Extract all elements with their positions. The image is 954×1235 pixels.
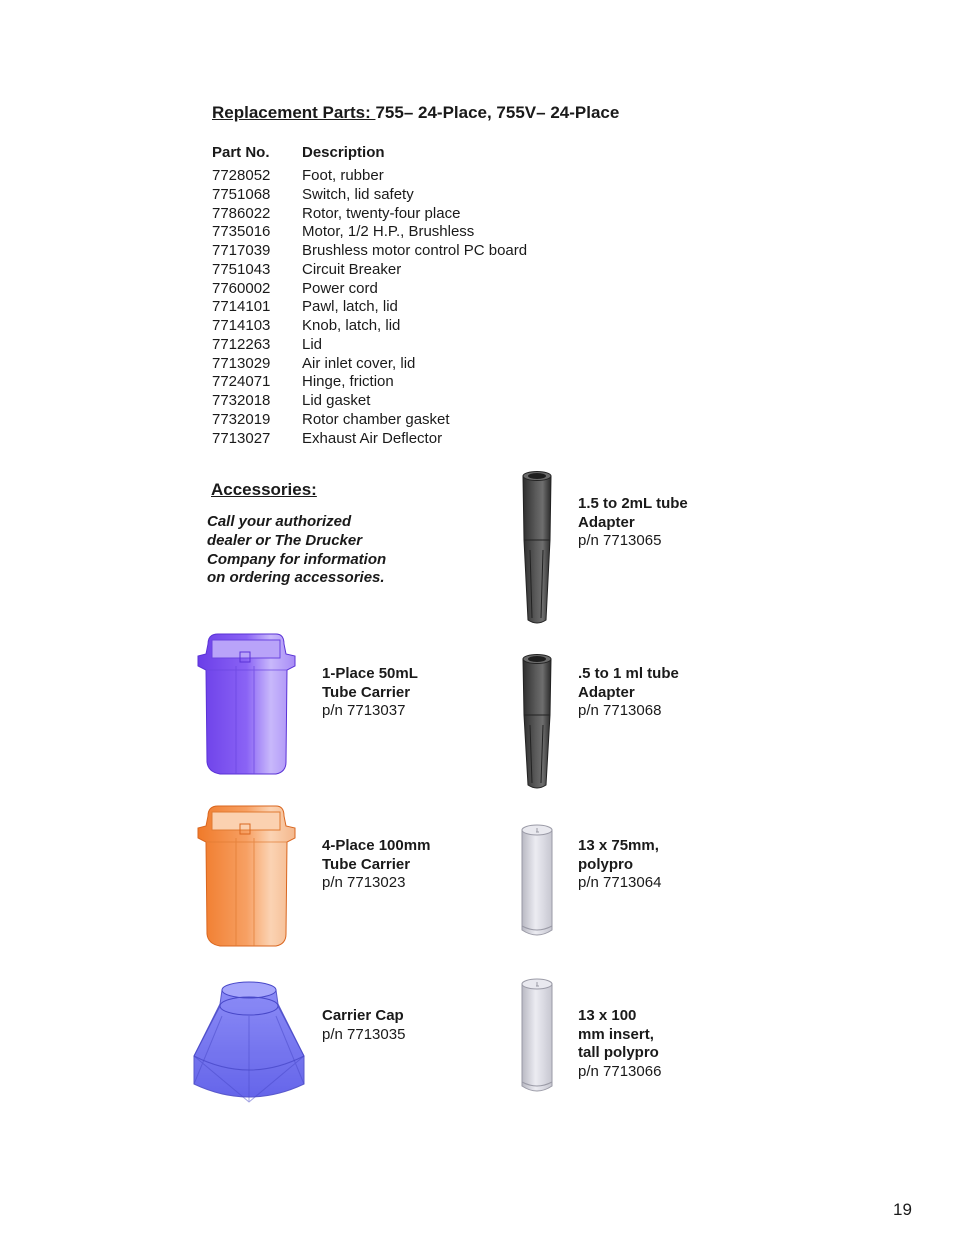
description-header: Description — [302, 144, 385, 161]
part-no: 7786022 — [212, 204, 271, 222]
part-description: Switch, lid safety — [302, 185, 414, 203]
part-description: Lid gasket — [302, 392, 371, 409]
caption-line: tall polypro — [578, 1044, 659, 1062]
part-number: p/n 7713068 — [578, 702, 662, 720]
page-number: 19 — [893, 1200, 912, 1219]
part-description: Lid — [302, 335, 323, 353]
part-description: Rotor, twenty-four place — [302, 204, 461, 222]
part-no: 7732018 — [212, 392, 271, 409]
accessory-caption — [322, 1007, 405, 1044]
accessory-caption — [578, 495, 688, 551]
accessory-caption — [322, 665, 418, 721]
tube-carrier-icon — [196, 630, 296, 776]
part-no: 7751043 — [212, 260, 271, 278]
note-line: Company for information — [207, 550, 387, 568]
part-description: Circuit Breaker — [302, 260, 402, 278]
part-description: Motor, 1/2 H.P., Brushless — [302, 223, 475, 241]
part-number: p/n 7713037 — [322, 702, 406, 720]
part-no: 7717039 — [212, 242, 271, 259]
part-no: 7724071 — [212, 373, 271, 391]
part-no-header: Part No. — [212, 144, 270, 161]
part-number: p/n 7713064 — [578, 874, 662, 892]
part-description: Power cord — [302, 279, 378, 297]
note-line: on ordering accessories. — [207, 569, 385, 587]
caption-line: 1.5 to 2mL tube — [578, 495, 688, 512]
part-description: Knob, latch, lid — [302, 317, 401, 334]
caption-line: Adapter — [578, 683, 635, 701]
accessory-caption — [578, 837, 661, 893]
part-no: 7751068 — [212, 185, 271, 203]
part-description: Exhaust Air Deflector — [302, 429, 443, 447]
page-title: Replacement Parts: 755– 24-Place, 755V– 24-Place — [212, 103, 620, 122]
accessory-caption — [578, 1007, 661, 1081]
part-no: 7735016 — [212, 223, 271, 241]
carrier-cap-icon — [192, 976, 306, 1106]
part-number: p/n 7713065 — [578, 532, 662, 550]
caption-line: 1-Place 50mL — [322, 665, 418, 682]
part-description: Pawl, latch, lid — [302, 298, 398, 316]
caption-line: 13 x 75mm, — [578, 837, 659, 854]
caption-line: Adapter — [578, 513, 635, 531]
note-line: Call your authorized — [207, 513, 352, 530]
part-no: 7713027 — [212, 429, 271, 447]
insert-icon — [520, 822, 554, 940]
caption-line: 13 x 100 — [578, 1007, 637, 1024]
caption-line: Tube Carrier — [322, 683, 411, 701]
caption-line: mm insert, — [578, 1025, 654, 1043]
accessory-caption — [578, 665, 679, 721]
accessories-heading: Accessories: — [211, 480, 317, 499]
part-number: p/n 7713023 — [322, 874, 406, 892]
caption-line: .5 to 1 ml tube — [578, 665, 679, 682]
part-no: 7712263 — [212, 335, 271, 353]
insert-icon — [520, 976, 554, 1096]
part-no: 7728052 — [212, 167, 271, 184]
part-description: Air inlet cover, lid — [302, 354, 416, 372]
part-description: Brushless motor control PC board — [302, 242, 528, 259]
part-no: 7760002 — [212, 279, 271, 297]
caption-line: polypro — [578, 855, 633, 873]
caption-line: Tube Carrier — [322, 855, 411, 873]
part-no: 7714101 — [212, 298, 271, 316]
part-no: 7713029 — [212, 354, 271, 372]
tube-adapter-icon — [520, 653, 554, 791]
part-number: p/n 7713066 — [578, 1062, 662, 1080]
accessories-note — [207, 513, 437, 588]
tube-carrier-icon — [196, 802, 296, 948]
part-no: 7732019 — [212, 410, 271, 428]
tube-adapter-icon — [520, 470, 554, 626]
accessory-caption — [322, 837, 430, 893]
caption-line: 4-Place 100mm — [322, 837, 431, 854]
part-description: Rotor chamber gasket — [302, 410, 450, 428]
caption-line: Carrier Cap — [322, 1007, 404, 1024]
part-description: Foot, rubber — [302, 167, 384, 184]
part-description: Hinge, friction — [302, 373, 394, 391]
part-no: 7714103 — [212, 317, 271, 334]
part-number: p/n 7713035 — [322, 1025, 406, 1043]
note-line: dealer or The Drucker — [207, 531, 363, 549]
